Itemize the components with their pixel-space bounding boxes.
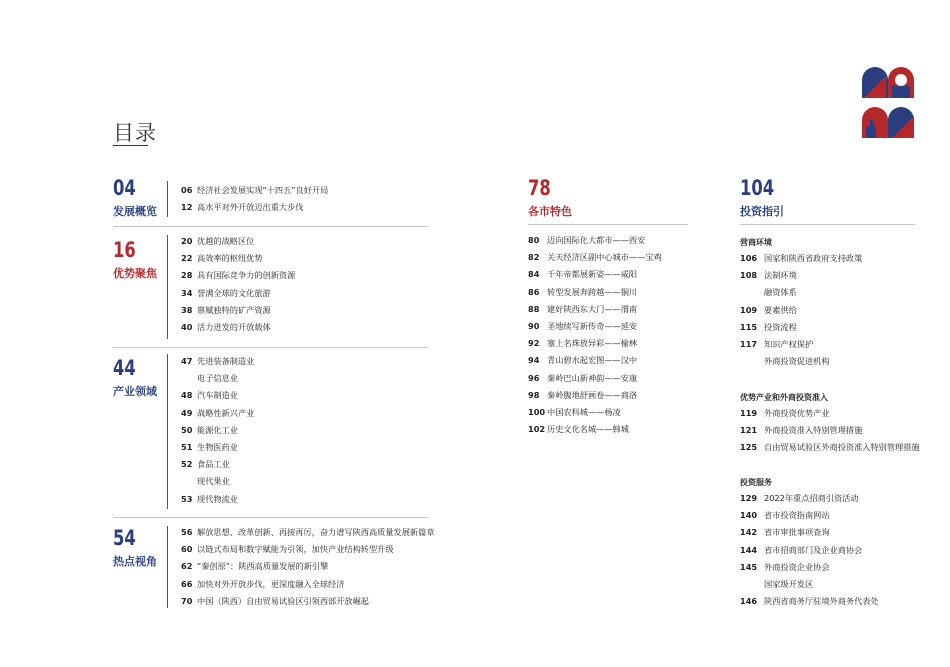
toc-item[interactable]: 92 塞上名珠放异彩——榆林	[528, 338, 638, 349]
group-3-list	[740, 490, 879, 610]
divider-line	[167, 354, 168, 509]
toc-item[interactable]: 28 具有国际竞争力的创新资源	[181, 270, 296, 281]
2022-emblem-icon	[862, 62, 914, 138]
divider-line	[167, 235, 168, 339]
toc-item[interactable]: 84 千年帝都展新姿——咸阳	[528, 269, 638, 280]
section-name: 发展概览	[113, 205, 157, 218]
toc-item[interactable]: 51 生物医药业	[181, 441, 238, 452]
section-04	[113, 177, 157, 219]
section-separator	[113, 226, 428, 227]
toc-item[interactable]: 电子信息业	[197, 373, 238, 384]
toc-item[interactable]: 49 战略性新兴产业	[181, 407, 255, 418]
toc-item[interactable]: 60 以链式布局和数字赋能为引领，加快产业结构转型升级	[181, 544, 394, 555]
toc-item[interactable]: 40 活力迸发的开放载体	[181, 321, 271, 332]
toc-item[interactable]: 88 建好陕西东大门——渭南	[528, 303, 638, 314]
section-78	[528, 177, 572, 219]
group-heading: 营商环境	[740, 238, 772, 247]
section-54-list	[181, 524, 434, 610]
toc-item[interactable]: 62 “秦创原”：陕西高质量发展的新引擎	[181, 561, 329, 572]
toc-item[interactable]: 06 经济社会发展实现“十四五”良好开局	[181, 185, 329, 195]
section-number: 04	[113, 176, 136, 200]
section-44-list	[181, 353, 254, 508]
toc-item[interactable]: 20 优越的战略区位	[181, 236, 255, 246]
toc-item[interactable]: 109 要素供给	[740, 304, 797, 315]
group-heading: 优势产业和外商投资准入	[740, 393, 828, 402]
page-title: 目录	[113, 121, 157, 145]
toc-item[interactable]: 119 外商投资优势产业	[740, 408, 830, 418]
section-name: 产业领域	[113, 385, 157, 398]
toc-item[interactable]: 142 省市审批事项查询	[740, 527, 830, 538]
toc-item[interactable]: 外商投资促进机构	[764, 356, 830, 367]
section-number: 16	[113, 238, 136, 262]
section-16-list	[181, 233, 295, 336]
toc-item[interactable]: 115 投资流程	[740, 321, 797, 332]
toc-item[interactable]: 22 高效率的枢纽优势	[181, 253, 263, 264]
section-name: 投资指引	[740, 205, 784, 218]
toc-item[interactable]: 94 青山碧水起宏图——汉中	[528, 355, 638, 366]
toc-item[interactable]: 82 关天经济区副中心城市——宝鸡	[528, 252, 662, 263]
toc-item[interactable]: 117 知识产权保护	[740, 338, 814, 349]
section-name: 各市特色	[528, 205, 572, 218]
toc-item[interactable]: 121 外商投资准入特别管理措施	[740, 425, 863, 436]
toc-item[interactable]: 66 加快对外开放步伐，更深度融入全球经济	[181, 578, 345, 589]
toc-item[interactable]: 144 省市招商部门及企业商协会	[740, 544, 863, 555]
toc-item[interactable]: 融资体系	[764, 287, 797, 298]
toc-item[interactable]: 146 陕西省商务厅驻境外商务代表处	[740, 596, 879, 607]
section-number: 44	[113, 356, 136, 380]
toc-item[interactable]: 50 能源化工业	[181, 424, 238, 435]
group-heading: 投资服务	[740, 478, 772, 487]
toc-item[interactable]: 140 省市投资指南网站	[740, 510, 830, 521]
toc-item[interactable]: 48 汽车制造业	[181, 390, 238, 401]
toc-item[interactable]: 145 外商投资企业协会	[740, 561, 830, 572]
section-number: 104	[740, 176, 775, 200]
toc-item[interactable]: 125 自由贸易试验区外商投资准入特别管理措施	[740, 442, 920, 453]
toc-item[interactable]: 96 秦岭巴山新神韵——安康	[528, 372, 638, 383]
toc-item[interactable]: 国家级开发区	[764, 578, 814, 589]
divider-line	[167, 526, 168, 608]
section-separator	[113, 517, 428, 518]
section-16	[113, 239, 157, 281]
section-54	[113, 527, 157, 569]
section-number: 78	[528, 176, 551, 200]
section-separator	[740, 224, 915, 225]
toc-item[interactable]: 98 秦岭腹地舒画卷——商洛	[528, 389, 638, 400]
divider-line	[167, 181, 168, 217]
toc-item[interactable]: 56 解放思想、改革创新、再接再厉，奋力谱写陕西高质量发展新篇章	[181, 527, 435, 537]
toc-item[interactable]: 102 历史文化名城——韩城	[528, 424, 629, 435]
toc-item[interactable]: 80 迈向国际化大都市——西安	[528, 235, 646, 245]
toc-item[interactable]: 38 禀赋独特的矿产资源	[181, 304, 271, 315]
toc-item[interactable]: 34 誉满全球的文化旅游	[181, 287, 271, 298]
toc-item[interactable]: 现代果业	[197, 476, 230, 487]
title-underline	[113, 145, 148, 146]
section-name: 优势聚焦	[113, 267, 157, 280]
section-104	[740, 177, 784, 219]
toc-item[interactable]: 70 中国（陕西）自由贸易试验区引领西部开放崛起	[181, 595, 369, 606]
toc-item[interactable]: 86 转型发展奔跨越——铜川	[528, 286, 638, 297]
toc-item[interactable]: 90 圣地续写新传奇——延安	[528, 320, 638, 331]
section-44	[113, 357, 157, 399]
toc-item[interactable]: 12 高水平对外开放迈出重大步伐	[181, 202, 304, 213]
toc-item[interactable]: 47 先进装备制造业	[181, 356, 255, 366]
toc-item[interactable]: 106 国家和陕西省政府支持政策	[740, 253, 863, 263]
section-04-list	[181, 182, 328, 216]
toc-item[interactable]: 129 2022年重点招商引资活动	[740, 493, 859, 503]
section-name: 热点视角	[113, 555, 157, 568]
toc-item[interactable]: 52 食品工业	[181, 459, 230, 470]
toc-item[interactable]: 100 中国农科城——杨凌	[528, 406, 621, 417]
group-1-list	[740, 250, 862, 370]
toc-item[interactable]: 53 现代物流业	[181, 493, 238, 504]
section-separator	[113, 347, 428, 348]
group-2-list	[740, 405, 920, 457]
toc-item[interactable]: 108 法制环境	[740, 270, 797, 281]
section-78-list	[528, 232, 662, 438]
section-separator	[528, 224, 688, 225]
section-number: 54	[113, 526, 136, 550]
